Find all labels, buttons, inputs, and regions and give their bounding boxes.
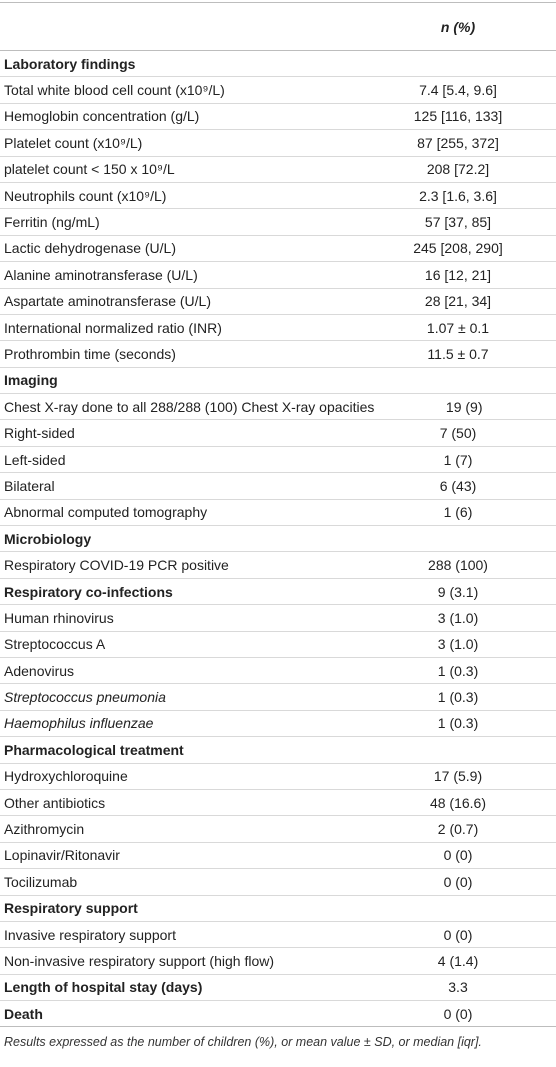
row-label: Imaging: [4, 372, 58, 389]
section-row: [0, 51, 556, 77]
row-value: 245 [208, 290]: [413, 240, 503, 257]
table-row: [0, 315, 556, 341]
row-value: 9 (3.1): [437, 583, 479, 600]
row-label: Abnormal computed tomography: [4, 504, 208, 521]
row-label: Chest X-ray done to all 288/288 (100) Chest X-ray opacities: [4, 398, 375, 415]
row-value: 2 (0.7): [437, 821, 479, 838]
row-label: Streptococcus A: [4, 636, 106, 653]
results-table: [0, 2, 556, 1027]
section-row: [0, 1001, 556, 1027]
row-value: 1 (0.3): [437, 689, 479, 706]
row-value: 288 (100): [428, 557, 488, 574]
table-row: [0, 658, 556, 684]
row-label: Total white blood cell count (x10⁹/L): [4, 82, 225, 99]
table-row: [0, 632, 556, 658]
row-value: 7.4 [5.4, 9.6]: [419, 82, 497, 99]
table-row: [0, 922, 556, 948]
row-value: 1 (6): [443, 504, 473, 521]
table-row: [0, 104, 556, 130]
row-label: Human rhinovirus: [4, 609, 114, 626]
table-row: [0, 262, 556, 288]
row-value: 57 [37, 85]: [424, 214, 492, 231]
header-value-cell: n (%): [440, 18, 476, 35]
row-value: 1 (0.3): [437, 662, 479, 679]
row-value: 3.3: [448, 979, 468, 996]
table-row: [0, 289, 556, 315]
row-value: 6 (43): [439, 477, 477, 494]
table-row: [0, 790, 556, 816]
section-row: [0, 368, 556, 394]
row-label: Aspartate aminotransferase (U/L): [4, 293, 211, 310]
row-label: Right-sided: [4, 425, 75, 442]
table-row: [0, 843, 556, 869]
section-row: [0, 975, 556, 1001]
row-label: Azithromycin: [4, 821, 85, 838]
table-row: [0, 209, 556, 235]
row-value: 87 [255, 372]: [417, 134, 499, 151]
table-row: [0, 816, 556, 842]
row-value: 16 [12, 21]: [424, 266, 492, 283]
row-value: 17 (5.9): [433, 768, 483, 785]
row-label: Invasive respiratory support: [4, 926, 176, 943]
table-row: [0, 684, 556, 710]
table-body: [0, 51, 556, 1027]
table-row: [0, 473, 556, 499]
row-label: Lopinavir/Ritonavir: [4, 847, 120, 864]
row-value: 11.5 ± 0.7: [427, 345, 489, 362]
row-label: Lactic dehydrogenase (U/L): [4, 240, 176, 257]
row-value: 2.3 [1.6, 3.6]: [419, 187, 497, 204]
row-label: Haemophilus influenzae: [4, 715, 154, 732]
row-label: Alanine aminotransferase (U/L): [4, 266, 198, 283]
table-row: [0, 869, 556, 895]
table-row: [0, 77, 556, 103]
table-row: [0, 236, 556, 262]
row-value: 4 (1.4): [437, 952, 479, 969]
table-row: [0, 447, 556, 473]
table-row: [0, 157, 556, 183]
row-label: Streptococcus pneumonia: [4, 689, 166, 706]
table-row: [0, 711, 556, 737]
row-label: Neutrophils count (x10⁹/L): [4, 187, 167, 204]
row-label: Respiratory support: [4, 900, 138, 917]
section-row: [0, 526, 556, 552]
section-row: [0, 579, 556, 605]
row-label: Respiratory co-infections: [4, 583, 173, 600]
table-row: [0, 130, 556, 156]
row-label: Adenovirus: [4, 662, 75, 679]
row-value: 0 (0): [443, 926, 473, 943]
row-label: Tocilizumab: [4, 873, 78, 890]
row-label: platelet count < 150 x 10⁹/L: [4, 161, 175, 178]
section-row: [0, 737, 556, 763]
row-label: Microbiology: [4, 530, 92, 547]
row-value: 3 (1.0): [437, 609, 479, 626]
row-label: Length of hospital stay (days): [4, 979, 203, 996]
row-label: Laboratory findings: [4, 55, 136, 72]
row-label: Other antibiotics: [4, 794, 106, 811]
table-footnote: Results expressed as the number of children (%), or mean value ± SD, or median [iqr].: [4, 1035, 482, 1050]
table-row: [0, 341, 556, 367]
row-value: 0 (0): [443, 1005, 473, 1022]
row-value: 208 [72.2]: [426, 161, 490, 178]
row-value: 0 (0): [443, 873, 473, 890]
row-label: Hydroxychloroquine: [4, 768, 128, 785]
row-label: Prothrombin time (seconds): [4, 345, 176, 362]
table-row: [0, 552, 556, 578]
table-row: [0, 764, 556, 790]
table-row: [0, 394, 556, 420]
row-value: 7 (50): [439, 425, 477, 442]
table-row: [0, 183, 556, 209]
table-row: [0, 420, 556, 446]
row-value: 19 (9): [445, 398, 483, 415]
row-label: International normalized ratio (INR): [4, 319, 222, 336]
row-label: Hemoglobin concentration (g/L): [4, 108, 200, 125]
row-label: Platelet count (x10⁹/L): [4, 134, 143, 151]
table-row: [0, 605, 556, 631]
row-label: Respiratory COVID-19 PCR positive: [4, 557, 229, 574]
row-value: 1.07 ± 0.1: [426, 319, 490, 336]
row-value: 1 (7): [443, 451, 473, 468]
row-value: 0 (0): [443, 847, 473, 864]
table-header-row: [0, 3, 556, 51]
row-label: Death: [4, 1005, 43, 1022]
row-value: 125 [116, 133]: [413, 108, 503, 125]
row-label: Ferritin (ng/mL): [4, 214, 100, 231]
row-value: 28 [21, 34]: [424, 293, 492, 310]
row-label: Non-invasive respiratory support (high flow): [4, 952, 274, 969]
row-value: 48 (16.6): [429, 794, 487, 811]
row-value: 1 (0.3): [437, 715, 479, 732]
row-label: Bilateral: [4, 477, 55, 494]
row-label: Left-sided: [4, 451, 66, 468]
table-row: [0, 500, 556, 526]
table-row: [0, 948, 556, 974]
section-row: [0, 896, 556, 922]
row-label: Pharmacological treatment: [4, 741, 184, 758]
row-value: 3 (1.0): [437, 636, 479, 653]
